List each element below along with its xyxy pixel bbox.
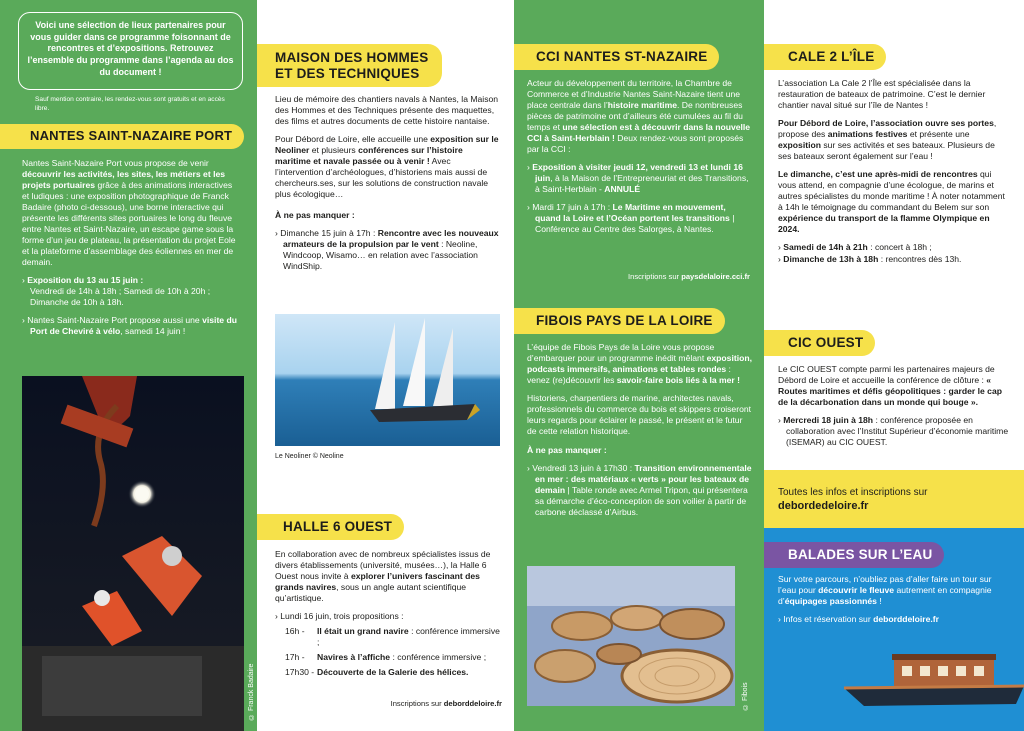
- wood-slices-photo: [527, 566, 735, 706]
- photo-credit-fibois: © Fibois: [742, 682, 749, 710]
- section-title-fibois: FIBOIS PAYS DE LA LOIRE: [514, 308, 725, 334]
- cale-body: L’association La Cale 2 l’Île est spécialisée dans la restauration de bateaux de patrimoine. C’est le dernier chantier naval situé sur l’île de Nantes ! Pour Débord de Loire, l’association ouvre ses portes, propose des animations festives et présente une exposition sur ses activités et ses bateaux. Plusieurs de ses bateaux seront également sur l’eau ! Le dimanche, c’est une après-midi de rencontres qui vous attend, en compagnie d’une écologue, de marins et autres spécialistes du monde maritime ! À noter notamment à 14h le témoignage du commandant du Belem sur son expérience du transport de la flamme Olympique en 2024. › Samedi de 14h à 21h : concert à 18h ; › Dimanche de 13h à 18h : rencontres dès 13h.: [778, 78, 1005, 264]
- neoliner-photo: [275, 314, 500, 446]
- arrow-icon: ›: [778, 242, 781, 252]
- intro-box: [18, 12, 243, 90]
- infos-banner: Toutes les infos et inscriptions sur debordedeloire.fr: [764, 470, 1024, 528]
- halle-body: En collaboration avec de nombreux spécialistes issus de divers établissements (université, musées…), la Halle 6 Ouest nous invite à explorer l’univers fascinant des grands navires, sous un angle autant scientifique qu’artistique. › Lundi 16 juin, trois propositions : 16h - Il était un grand navire : conférence immersive ; 17h - Navires à l’affiche : conférence immersive ; 17h30 - Découverte de la Galerie des hélices.: [275, 549, 500, 677]
- photo-credit-badaire: © Franck Badaire: [248, 663, 255, 720]
- arrow-icon: ›: [275, 611, 278, 621]
- arrow-icon: ›: [527, 202, 530, 212]
- reservation-link[interactable]: deborddeloire.fr: [873, 614, 939, 624]
- fibois-body: L’équipe de Fibois Pays de la Loire vous propose d’embarquer pour un programme inédit mêlant exposition, podcasts immersifs, animations et tables rondes : venez (re)découvrir les savoir-faire bois liés à la mer ! Historiens, charpentiers de marine, architectes navals, professionnels du commerce du bois et skippers croiseront leurs regards pour éclairer le passé, le présent et le futur de cette relation historique. À ne pas manquer : › Vendredi 13 juin à 17h30 : Transition environnementale en mer : des matériaux « verts » pour les bateaux de demain | Table ronde avec Armel Tripon, qui présentera sa démarche d’éco-conception de son voilier à partir de carbone déclassé d’Airbus.: [527, 342, 752, 517]
- balades-body: Sur votre parcours, n’oubliez pas d’aller faire un tour sur l’eau pour découvrir le fleuve autrement en compagnie d’équipages passionnés ! › Infos et réservation sur deborddeloire.fr: [778, 574, 992, 624]
- river-boat-illustration: [844, 648, 1024, 728]
- arrow-icon: ›: [22, 275, 25, 285]
- arrow-icon: ›: [22, 315, 25, 325]
- arrow-icon: ›: [778, 415, 781, 425]
- cic-body: Le CIC OUEST compte parmi les partenaires majeurs de Débord de Loire et accueille la conférence de clôture : « Routes maritimes et défis géopolitiques : garder le cap de la décarbonation dans un monde qui bouge ». › Mercredi 18 juin à 18h : conférence proposée en collaboration avec l’Institut Supérieur d’économie maritime (ISEMAR) au CIC OUEST.: [778, 364, 1009, 447]
- section-title-cci: CCI NANTES ST-NAZAIRE: [514, 44, 719, 70]
- free-access-note: Sauf mention contraire, les rendez-vous sont gratuits et en accès libre.: [35, 96, 225, 112]
- neoliner-caption: Le Neoliner © Neoline: [275, 453, 344, 460]
- section-title-balades: BALADES SUR L’EAU: [764, 542, 944, 568]
- intro-text: Voici une sélection de lieux partenaires pour vous guider dans ce programme foisonnant de rencontres et d’expositions. Retrouvez l’ensemble du programme dans l’agenda au dos du document !: [27, 20, 234, 77]
- column-maison-hommes: [257, 0, 514, 731]
- arrow-icon: ›: [778, 254, 781, 264]
- section-title-halle: HALLE 6 OUEST: [257, 514, 404, 540]
- cci-inscriptions: Inscriptions sur paysdelaloire.cci.fr: [628, 272, 750, 281]
- debordedeloire-link[interactable]: debordedeloire.fr: [778, 500, 869, 512]
- column-cci-fibois: [514, 0, 764, 731]
- section-title-nantes-port: NANTES SAINT-NAZAIRE PORT: [0, 124, 244, 149]
- maison-body: Lieu de mémoire des chantiers navals à Nantes, la Maison des Hommes et des Techniques présente des maquettes, des films et autres documents de cette histoire nantaise. Pour Débord de Loire, elle accueille une exposition sur le Neoliner et plusieurs conférences sur l’histoire maritime et navale passée ou à venir ! Avec l’intervention d’archéologues, d’historiens mais aussi de chercheurs.ses, sur les solutions de construction navale plus écologique… À ne pas manquer : › Dimanche 15 juin à 17h : Rencontre avec les nouveaux armateurs de la propulsion par le vent : Neoline, Windcoop, Wisamo… en relation avec l’association WindShip.: [275, 94, 499, 271]
- cci-body: Acteur du développement du territoire, la Chambre de Commerce et d’Industrie Nantes Saint-Nazaire tient une place centrale dans l’histoire maritime. De nombreuses pièces de patrimoine ont d’ailleurs été cumulées au fil du temps et une sélection est à découvrir dans la nouvelle CCI à Saint-Herblain ! Deux rendez-vous sont proposés par la CCI : › Exposition à visiter jeudi 12, vendredi 13 et lundi 16 juin, à la Maison de l’Entrepreneuriat et des Transitions, à Saint-Herblain - ANNULÉ › Mardi 17 juin à 17h : Le Maritime en mouvement, quand la Loire et l’Océan portent les transitions | Conférence au Centre des Salorges, à Nantes.: [527, 78, 751, 234]
- balades-panel: [764, 528, 1024, 731]
- port-workers-photo: [22, 376, 244, 731]
- section-title-cale: CALE 2 L’ÎLE: [764, 44, 886, 70]
- section-title-cic: CIC OUEST: [764, 330, 875, 356]
- cci-link[interactable]: paysdelaloire.cci.fr: [681, 272, 750, 281]
- arrow-icon: ›: [275, 228, 278, 238]
- arrow-icon: ›: [527, 162, 530, 172]
- section-title-maison: MAISON DES HOMMES ET DES TECHNIQUES: [257, 44, 442, 87]
- deborddeloire-link[interactable]: deborddeloire.fr: [443, 699, 502, 708]
- arrow-icon: ›: [527, 463, 530, 473]
- halle-inscriptions: Inscriptions sur deborddeloire.fr: [390, 699, 502, 708]
- arrow-icon: ›: [778, 614, 781, 624]
- nantes-port-body: Nantes Saint-Nazaire Port vous propose de venir découvrir les activités, les sites, les métiers et les projets portuaires grâce à des animations interactives et ludiques : une exposition photographique de Franck Badaire (photo ci-dessous), une borne interactive qui présente les différents sites portuaires le long du fleuve entre Nantes et Saint-Nazaire, un escape game sous la forme d’un jeu de plateau, la présentation du projet Eole et la plateforme d’assemblage des éoliennes en mer de demain. › Exposition du 13 au 15 juin : Vendredi de 14h à 18h ; Samedi de 10h à 20h ; Dimanche de 10h à 18h. › Nantes Saint-Nazaire Port propose aussi une visite du Port de Cheviré à vélo, samedi 14 juin !: [22, 158, 237, 336]
- column-nantes-port: [0, 0, 257, 731]
